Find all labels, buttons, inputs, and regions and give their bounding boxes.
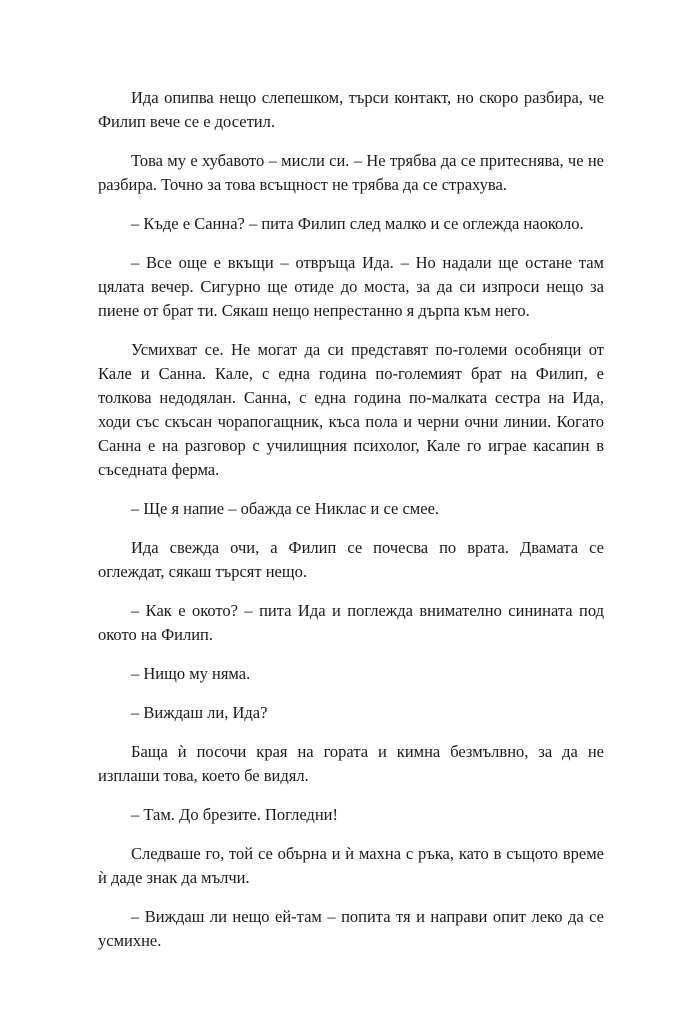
paragraph: – Ще я напие – обажда се Никлас и се смее. (131, 499, 440, 518)
paragraph: Усмихват се. Не могат да си представят по-големи особняци от Кале и Санна. Кале, с една година по-големият брат на Филип, е толкова недодялан. Санна, с една година по-малката сестра на Ида, ходи със скъсан чорапогащник, къса пола и черни очни линии. Когато Санна е на разговор с училищния психолог, Кале го играе касапин в съседната ферма. (98, 340, 604, 479)
paragraph: – Нищо му няма. (131, 664, 251, 683)
paragraph: Ида опипва нещо слепешком, търси контакт, но скоро разбира, че Филип вече се е досетил. (98, 88, 604, 131)
document-page (98, 86, 604, 968)
paragraph: – Виждаш ли нещо ей-там – попита тя и направи опит леко да се усмихне. (98, 907, 604, 950)
paragraph: – Как е окото? – пита Ида и поглежда внимателно синината под окото на Филип. (98, 601, 604, 644)
paragraph: Следваше го, той се обърна и ѝ махна с ръка, като в същото време ѝ даде знак да мълчи. (98, 844, 604, 887)
paragraph: Това му е хубавото – мисли си. – Не трябва да се притеснява, че не разбира. Точно за това всъщност не трябва да се страхува. (98, 151, 604, 194)
paragraph: – Виждаш ли, Ида? (131, 703, 268, 722)
paragraph: Ида свежда очи, а Филип се почесва по врата. Двамата се оглеждат, сякаш търсят нещо. (98, 538, 604, 581)
paragraph: – Къде е Санна? – пита Филип след малко и се оглежда наоколо. (131, 214, 584, 233)
paragraph: – Там. До брезите. Погледни! (131, 805, 338, 824)
paragraph: Баща ѝ посочи края на гората и кимна безмълвно, за да не изплаши това, което бе видял. (98, 742, 604, 785)
paragraph: – Все още е вкъщи – отвръща Ида. – Но надали ще остане там цялата вечер. Сигурно ще отиде до моста, за да си изпроси нещо за пиене от брат ти. Сякаш нещо непрестанно я дърпа към него. (98, 253, 604, 320)
